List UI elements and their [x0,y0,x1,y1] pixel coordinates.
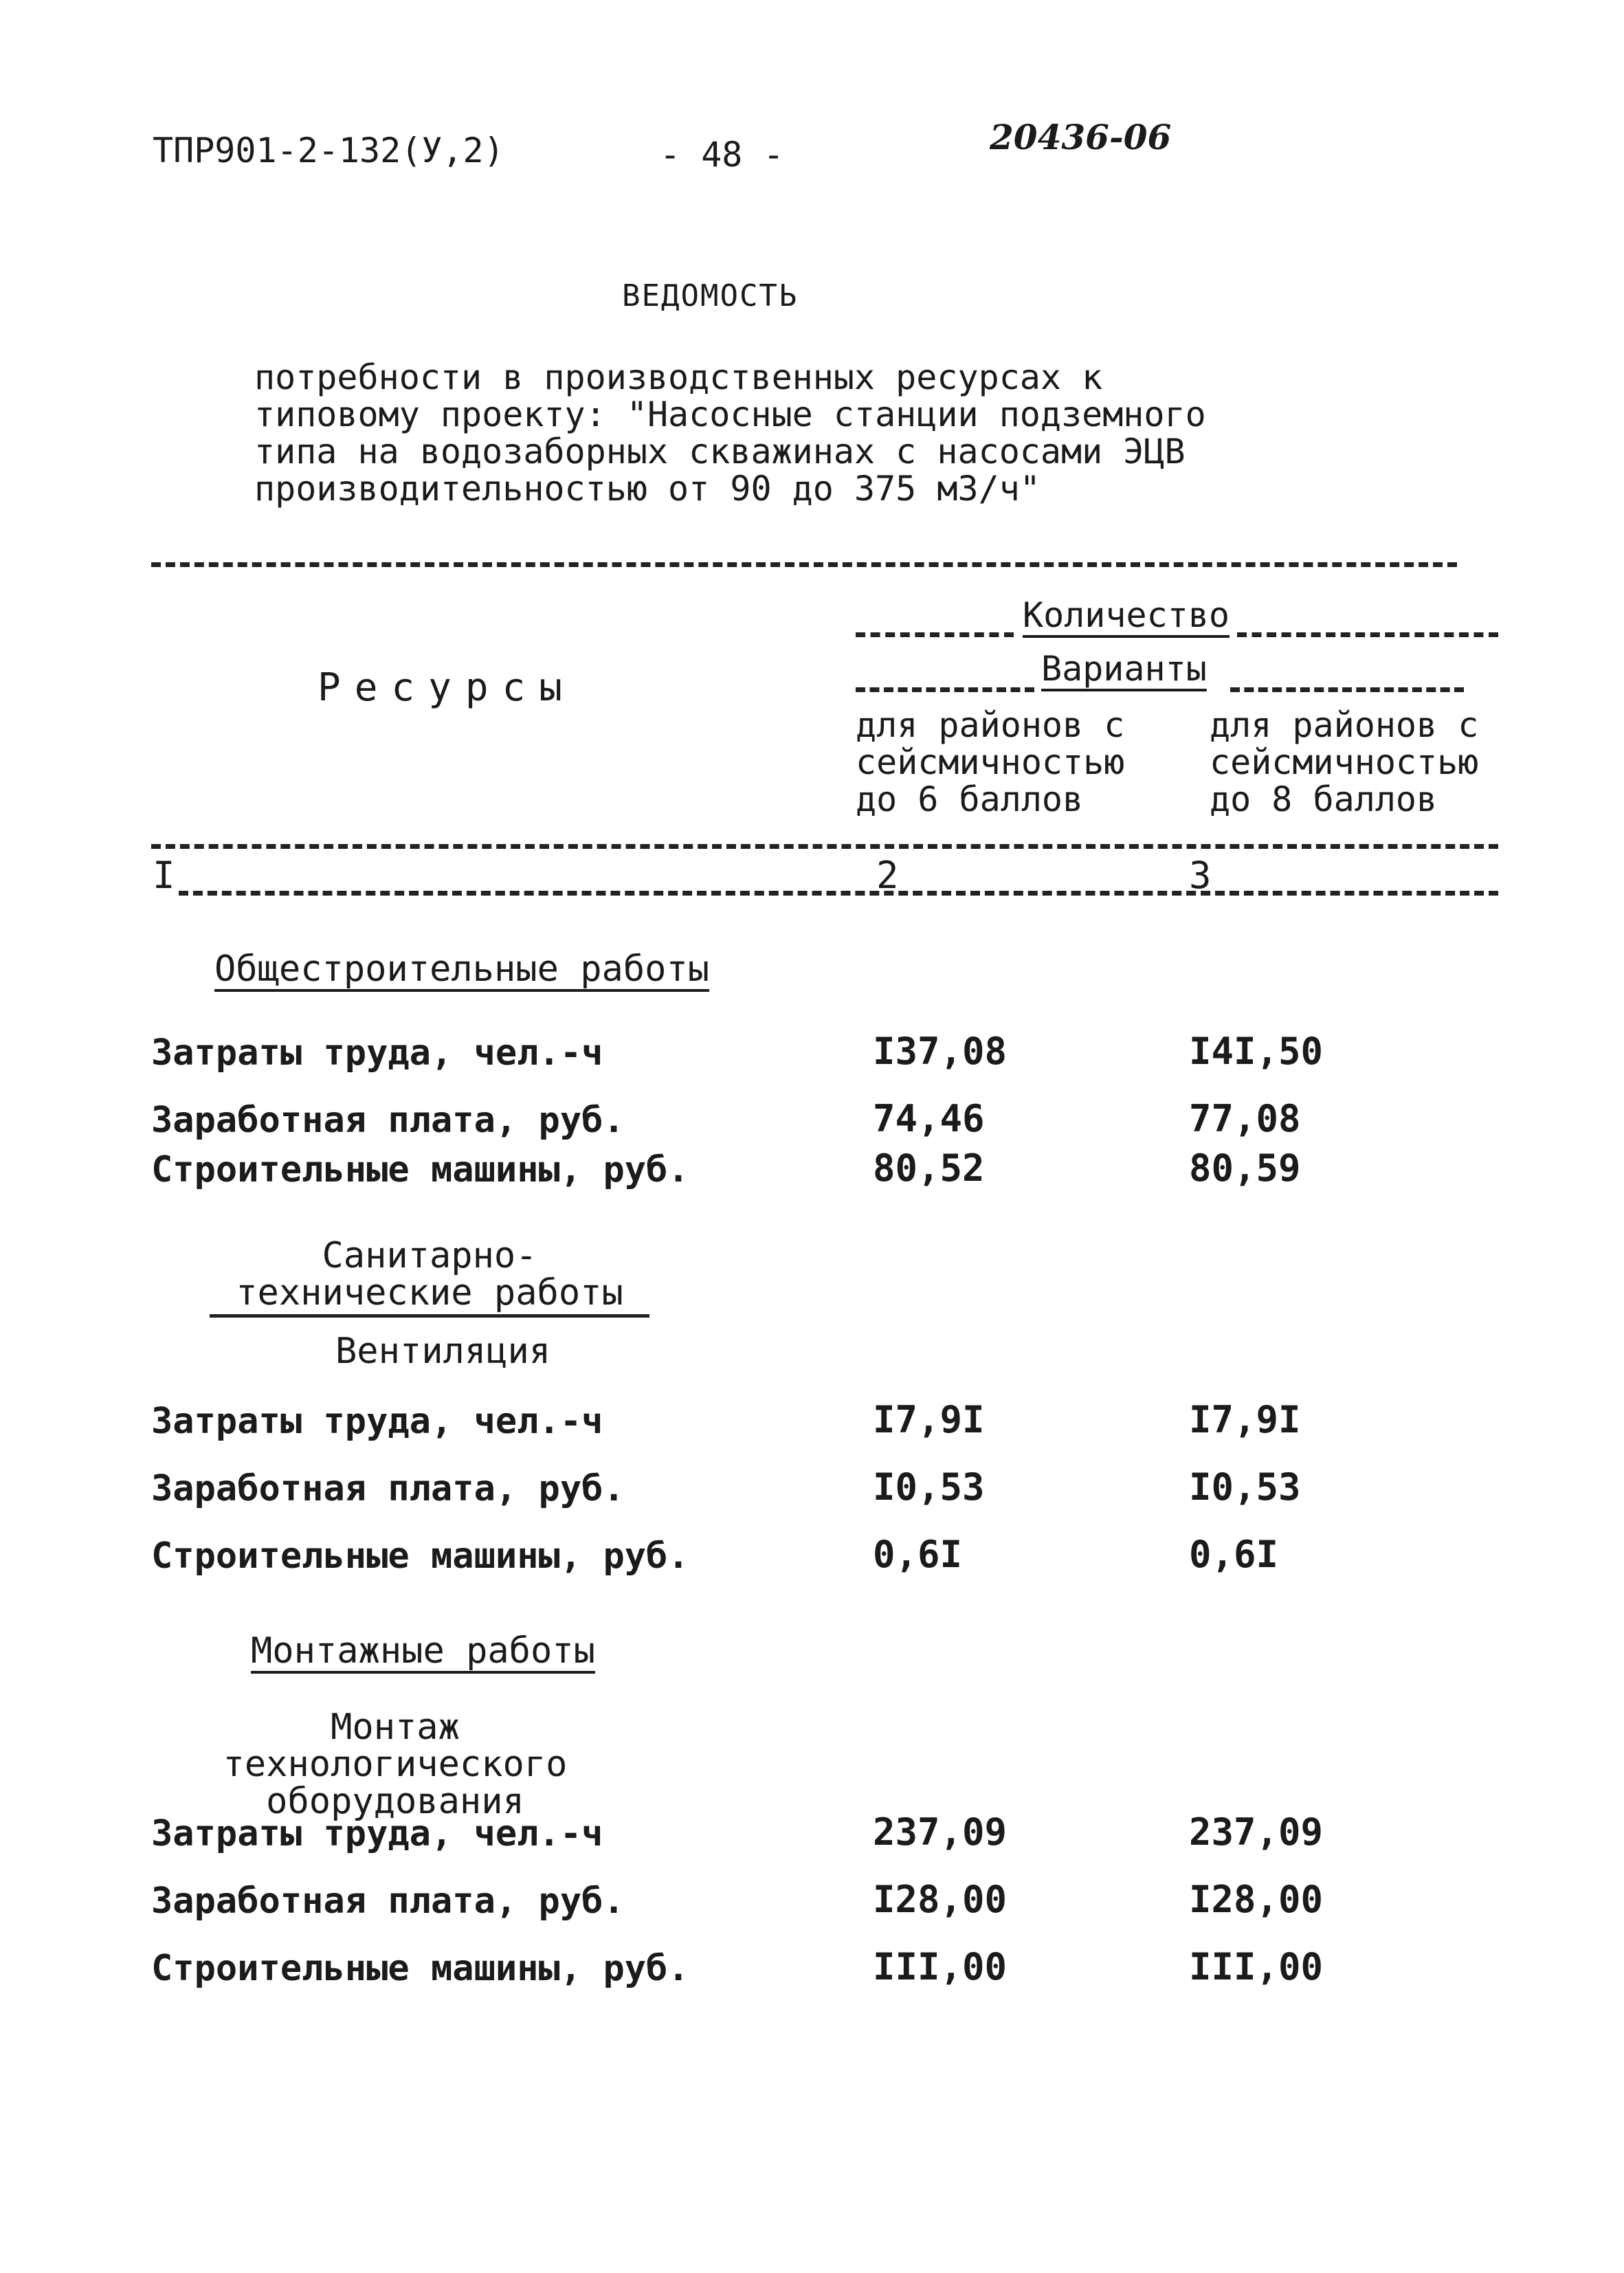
row-label: Строительные машины, руб. [151,1535,689,1577]
row-value-1: III,00 [873,1945,1008,1988]
row-value-2: 237,09 [1189,1810,1324,1854]
row-value-1: 74,46 [873,1097,985,1140]
variants-header: Варианты [1041,649,1207,689]
section-sanitary-title: Санитарно-технические работы [236,1235,623,1313]
row-value-1: 237,09 [873,1810,1008,1854]
quantity-rule-right [1237,632,1498,637]
row-value-1: 0,6I [873,1533,963,1576]
inventory-number: 20436-06 [990,117,1172,157]
row-value-2: I28,00 [1189,1878,1324,1921]
section-assembly-subtitle: Монтаж технологического оборудования [223,1707,568,1822]
row-value-2: 77,08 [1189,1097,1301,1140]
variant-2-header: для районов с сейсмичностью до 8 баллов [1210,705,1479,819]
section-sanitary-underline [210,1314,649,1318]
row-value-2: I4I,50 [1189,1030,1324,1073]
row-value-2: 80,59 [1189,1146,1301,1190]
page-number: - 48 - [660,135,784,175]
row-value-1: I7,9I [873,1398,985,1441]
column-number-1: I [153,854,175,897]
resources-header: Ресурсы [318,665,577,710]
intro-line: производительностью от 90 до 375 м3/ч" [254,469,1041,509]
document-title: ВЕДОМОСТЬ [622,278,799,313]
section-assembly-title: Монтажные работы [251,1630,595,1672]
row-value-2: I7,9I [1189,1398,1301,1441]
section-general-title: Общестроительные работы [214,949,710,990]
intro-line: типа на водозаборных скважинах с насосами ЭЦВ [254,432,1186,472]
row-value-1: I37,08 [873,1030,1008,1073]
row-value-2: 0,6I [1189,1533,1279,1576]
row-value-1: 80,52 [873,1146,985,1190]
row-value-1: I0,53 [873,1465,985,1509]
row-label: Строительные машины, руб. [151,1948,689,1989]
row-value-1: I28,00 [873,1878,1008,1921]
row-label: Заработная плата, руб. [151,1881,625,1922]
row-value-2: III,00 [1189,1945,1324,1988]
table-top-rule [151,562,1457,567]
row-label: Строительные машины, руб. [151,1149,689,1190]
variant-1-header: для районов с сейсмичностью до 6 баллов [856,705,1125,819]
intro-line: потребности в производственных ресурсах к [254,357,1103,397]
row-value-2: I0,53 [1189,1465,1301,1509]
header-bottom-rule [151,844,1498,849]
row-label: Затраты труда, чел.-ч [151,1813,603,1854]
row-label: Заработная плата, руб. [151,1100,625,1141]
document-code: ТПР901-2-132(У,2) [153,131,504,170]
row-label: Заработная плата, руб. [151,1468,625,1509]
intro-paragraph [254,359,1423,507]
quantity-rule-left [856,632,1014,637]
quantity-header: Количество [1023,595,1230,635]
column-number-rule [179,891,1498,896]
variants-rule-left [856,687,1034,692]
intro-line: типовому проекту: "Насосные станции подземного [254,395,1206,434]
variants-rule-right [1230,687,1464,692]
column-number-3: 3 [1189,854,1212,897]
column-number-2: 2 [876,854,899,897]
row-label: Затраты труда, чел.-ч [151,1401,603,1442]
row-label: Затраты труда, чел.-ч [151,1032,603,1074]
section-sanitary-subtitle: Вентиляция [335,1331,551,1372]
